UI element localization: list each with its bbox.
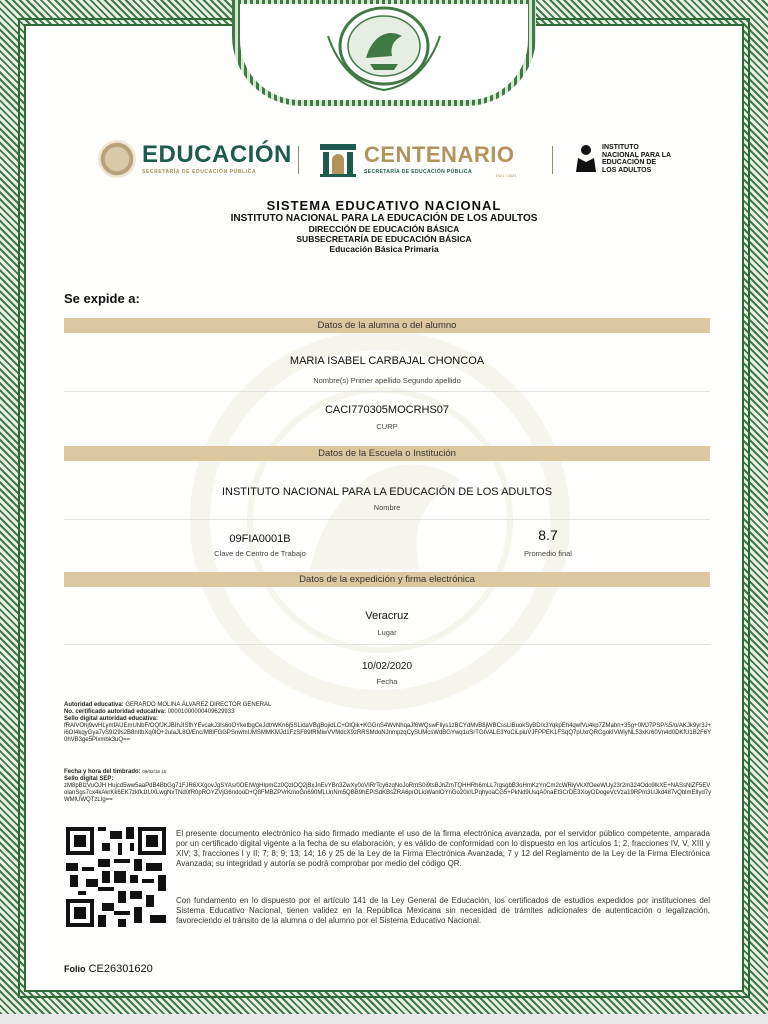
educacion-logo: [98, 140, 292, 178]
stamp-label: Fecha y hora del timbrado:: [64, 769, 141, 775]
stamp-block: [64, 768, 712, 804]
qr-code-icon[interactable]: [66, 827, 166, 927]
folio-value: CE26301620: [88, 963, 153, 975]
section-school-bar: Datos de la Escuela o Institución: [64, 446, 710, 461]
rule: [64, 644, 710, 645]
seal-label: Sello digital autoridad educativa:: [64, 716, 159, 722]
centenario-logo-sub: SECRETARÍA DE EDUCACIÓN PÚBLICA: [364, 169, 472, 175]
cert-value: 00001000000409629933: [167, 709, 235, 715]
section-student-bar: Datos de la alumna o del alumno: [64, 318, 710, 333]
folio: [64, 963, 153, 975]
logo-divider: [552, 146, 553, 174]
issue-place: Veracruz: [365, 610, 409, 622]
school-name-label: Nombre: [373, 503, 401, 512]
rule: [64, 391, 710, 392]
stamp-value: 09/02/18 15: [142, 769, 167, 774]
rule: [64, 519, 710, 520]
centenario-logo-name: CENTENARIO: [364, 142, 515, 167]
national-seal-icon: [318, 6, 450, 92]
sep-seal-value: zM8pBlzVuOJH Hujcd5ww5aaPdB4BbGg71FJR6XXgovJgSYAs/0OEIWgHIpmCz0QzIOQ2jBxJnEvYBn3ZwXy0oVIRrTcy6zqNoJoRmS0i9tsBJnZmTQHHRh6mLL7rgsgbB3oHmKzYnCm2cWRiyVkXfOeeWUy23r2m324Odo9lkXE+NASsNlZF5EVolanSgs7cx4kAkrKk6EK7zkfk1tUXLwgNxTNd0fR0pROYZVjG6ndooD+Q8FMBZPVrKmoGn690MLUnNm5QBB9hEPiSdKBsZRA6prOLloWanlOYnGo20i//LPqhyoaCG5+PkNd9UsqA0naEt3CrDE3XoyODogeVcVza19RPm3UJkd487vQblmElIyd7yWMlUWQTzLIg==: [64, 783, 712, 803]
folio-label: Folio: [64, 964, 86, 974]
header-line-5: Educación Básica Primaria: [329, 244, 439, 254]
school-name: INSTITUTO NACIONAL PARA LA EDUCACIÓN DE LOS ADULTOS: [221, 486, 553, 498]
centenario-logo: [318, 140, 517, 178]
educacion-logo-name: EDUCACIÓN: [142, 141, 292, 168]
header-line-4: SUBSECRETARÍA DE EDUCACIÓN BÁSICA: [296, 234, 472, 244]
student-curp: CACI770305MOCRHS07: [324, 404, 450, 416]
seal-value: fRAlVOhj9vvHLymfAUEmUNbF/OQfJKJBIhJISfhYEvcakJ3Is6oOYketbgCeJdtrWKn6j5SLidaVBgBojidLC+OlQik+KGGnS4WvNhqaJf6WQswFliys1zBCYdMvB8jWBCssLlBuokSyBD/x3YqkpEh4qwfVu4kp7ZMabn+35g+0MJ7PSP/s5/o/AKJk9yr3J+i6OI4kqyGya7vS9I29s2B8nItbXq0lO+2ulaJL8O/Enc/M8IFGGPSnwmUMSMMKMJd1FzSF89fRMiwVVMdcX9zRRSMdoNJnmpzqCySUMcsWdBGYwq1uSrTGIVALE3YoCiLpiuVJFPPEK1FSqQ7pUxrQRCgokIVWlyNL53xKr60Vn4d0DKfU1B2F6Y0hVB3ge5Plxmbk3uQ==: [64, 723, 712, 743]
centenario-logo-years: 1921 / 2021: [495, 173, 517, 178]
student-curp-label: CURP: [376, 422, 398, 431]
authority-value: GERARDO MOLINA ÁLVAREZ DIRECTOR GENERAL: [125, 702, 272, 708]
section-issue-bar: Datos de la expedición y firma electrónica: [64, 572, 710, 587]
legal-paragraph-2: Con fundamento en lo dispuesto por el artículo 141 de la Ley General de Educación, los certificados de estudios expedidos por instituciones del Sistema Educativo Nacional, tienen validez en la República Mexicana sin necesidad de trámites adicionales de autenticación o legalización, favoreciendo el tránsito de la alumna o del alumno por el Sistema Educativo Nacional.: [176, 896, 710, 925]
seal-icon: [98, 140, 136, 178]
signature-block: [64, 702, 712, 744]
header-line-3: DIRECCIÓN DE EDUCACIÓN BÁSICA: [308, 224, 460, 234]
average-grade: 8.7: [538, 527, 558, 543]
seal-watermark-icon: [170, 330, 590, 710]
average-grade-label: Promedio final: [524, 549, 572, 558]
logo-divider: [298, 146, 299, 174]
inea-logo: [574, 144, 672, 174]
se-expide-label: Se expide a:: [64, 291, 140, 306]
issue-place-label: Lugar: [377, 628, 397, 637]
document-header: [60, 198, 708, 254]
sep-seal-label: Sello digital SEP:: [64, 776, 114, 782]
issue-date: 10/02/2020: [361, 661, 413, 672]
student-name-label: Nombre(s) Primer apellido Segundo apellido: [313, 376, 461, 385]
header-line-1: SISTEMA EDUCATIVO NACIONAL: [266, 198, 502, 213]
building-icon: [318, 140, 358, 178]
school-cct: 09FIA0001B: [229, 533, 291, 545]
legal-paragraph-1: El presente documento electrónico ha sido firmado mediante el uso de la firma electrónica avanzada, por el servidor público competente, amparada por un certificado digital vigente a la fecha de su elaboración, y es válido de conformidad con lo dispuesto en los artículos 1; 2, fracciones IV, V, XIII y XIV; 3, fracciones I y II; 7; 8; 9; 13; 14; 16 y 25 de la Ley de la Firma Electrónica Avanzada; 7 y 12 del Reglamento de la Ley de la Firma Electrónica Avanzada; su integridad y autoría se podrá comprobar por medio del código QR.: [176, 829, 710, 868]
educacion-logo-sub: SECRETARÍA DE EDUCACIÓN PÚBLICA: [142, 169, 257, 175]
cert-label: No. certificado autoridad educativa:: [64, 709, 167, 715]
header-line-2: INSTITUTO NACIONAL PARA LA EDUCACIÓN DE LOS ADULTOS: [230, 213, 538, 224]
bottom-strip: [0, 1014, 768, 1024]
authority-label: Autoridad educativa:: [64, 702, 124, 708]
issue-date-label: Fecha: [376, 677, 398, 686]
student-name: MARIA ISABEL CARBAJAL CHONCOA: [289, 355, 485, 367]
inea-logo-name: INSTITUTO NACIONAL PARA LA EDUCACIÓN DE LOS ADULTOS: [602, 144, 671, 174]
school-cct-label: Clave de Centro de Trabajo: [214, 549, 306, 558]
reading-person-icon: [574, 144, 598, 174]
